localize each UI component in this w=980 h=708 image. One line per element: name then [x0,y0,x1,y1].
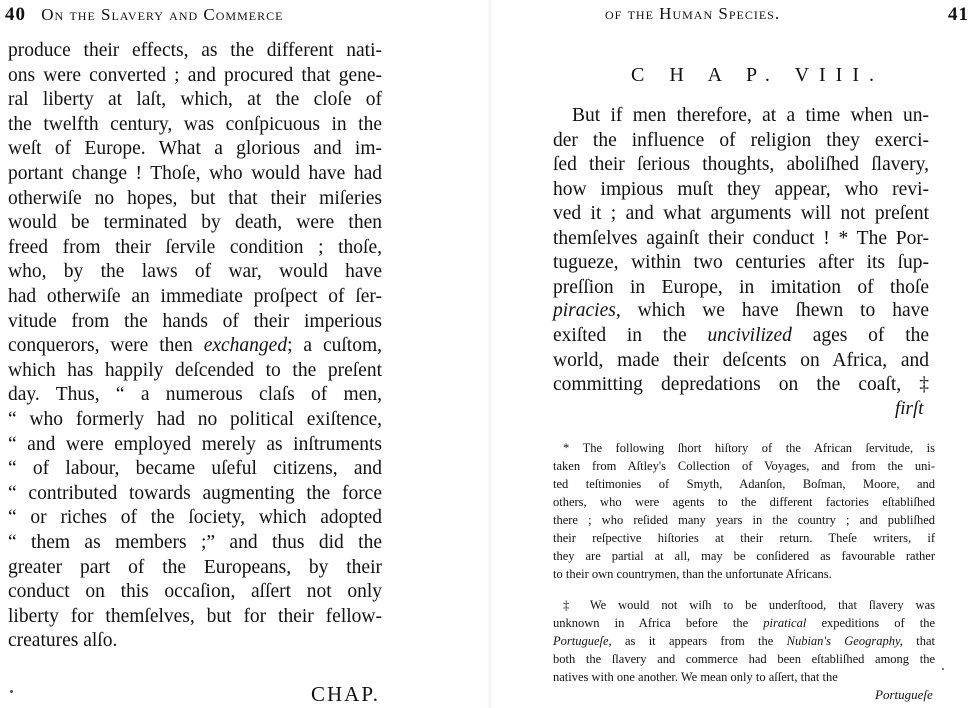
body-line: produce their effects, as the different nati- [8,40,382,61]
italic-piratical: piratical [763,616,807,630]
line-text: that [916,634,936,648]
left-running-head: On the Slavery and Commerce [41,5,284,24]
body-line [553,300,929,322]
italic-portuguese: Portugueſe, [553,634,612,648]
right-catchword: firſt [895,398,924,419]
italic-nubian-geography: Nubian's Geography, [786,634,903,648]
italic-uncivilized: uncivilized [707,325,792,346]
body-line: But if men therefore, at a time when un- [572,105,929,126]
line-text: ; a cuſtom, [287,335,382,357]
footnote-line: taken from Aſtley's Collection of Voyages, and from the uni- [553,459,935,473]
print-speck [10,690,13,693]
italic-piracies: piracies, [553,300,621,321]
body-line: “ and were employed merely as inſtruments [8,433,382,455]
body-line: had otherwiſe an immediate proſpect of ſer- [8,286,382,307]
body-line: vitude from the hands of their imperious [8,310,382,332]
left-running-header [5,4,283,26]
footnote-line: * The following ſhort hiſtory of the African ſervitude, is [563,441,935,455]
body-line: freed from their ſervile condition ; thoſe, [8,236,382,258]
body-line: committing depredations on the coaſt, ‡ [553,374,929,395]
footnote-line: others, who were agents to the different factories eſtabliſhed [553,495,935,509]
line-text: which we have ſhewn to have [637,300,930,321]
body-line: themſelves againſt their conduct ! * The Por- [553,227,929,249]
body-line: preſſion in Europe, in imitation of thoſe [553,276,929,298]
body-line: “ contributed towards augmenting the force [8,482,382,504]
body-line: world, made their deſcents on Africa, and [553,350,929,371]
body-line: greater part of the Europeans, by their [8,556,382,578]
line-text: conquerors, were then [8,335,193,357]
body-line [553,325,929,347]
line-text: ages of the [812,325,930,346]
body-line: how impious muſt they appear, who revi- [553,178,929,200]
right-running-header [605,4,969,25]
right-page [490,0,980,708]
footnote-line: there ; who reſided many years in the country ; and publiſhed [553,513,935,527]
footnote-line: to their own countrymen, than the unfortunate Africans. [553,567,832,581]
left-catchword: CHAP. [311,682,380,706]
body-line: ſed their ſerious thoughts, aboliſhed ſlavery, [553,154,929,175]
body-line: otherwiſe no hopes, but that their miſeries [8,187,382,209]
right-running-head: of the Human Species. [605,4,781,23]
footnote-line: they are partial at all, may be conſidered as favourable rather [553,549,935,563]
footnote-line: natives with one another. We mean only to aſſert, that the [553,670,838,684]
body-line: creatures alſo. [8,630,118,652]
body-line: “ of labour, became uſeful citizens, and [8,458,382,480]
body-line: der the influence of religion they exerci- [553,129,929,151]
footnote-line: their reſpective hiſtories at their return. Theſe writers, if [553,531,935,545]
body-line [8,335,382,357]
body-line: “ who formerly had no political exiſtence, [8,409,382,430]
line-text: exiſted in the [553,325,687,346]
body-line: weſt of Europe. What a glorious and im- [8,138,382,160]
footnote-catchword: Portugueſe [875,687,933,702]
body-line: portant change ! Thoſe, who would have had [8,163,382,184]
body-line: ral liberty at laſt, which, at the cloſe of [8,89,382,111]
body-line: “ them as members ;” and thus did the [8,532,382,553]
body-line: tugueze, within two centuries after its ſup- [553,252,929,273]
body-line: which has happily deſcended to the preſent [8,359,382,381]
footnote-line [553,634,935,649]
footnote-line: both the ſlavery and commerce had been eſtabliſhed among the [553,652,935,666]
body-line: day. Thus, “ a numerous claſs of men, [8,384,382,406]
body-line: who, by the laws of war, would have [8,261,382,283]
chapter-heading: C H A P. VIII. [631,64,884,86]
body-line: conduct on this occaſion, aſſert not only [8,581,382,603]
body-line: would be terminated by death, were then [8,212,382,234]
footnote-line: ted teſtimonies of Smyth, Adanſon, Boſman, Moore, and [553,477,935,491]
line-text: unknown in Africa before the [553,616,749,630]
print-speck [942,668,944,670]
italic-exchanged: exchanged [203,335,288,357]
footnote-line [553,616,935,631]
body-line: the twelfth century, was conſpicuous in the [8,113,382,135]
left-page-number: 40 [5,4,26,25]
footnote-line: ‡ We would not wiſh to be underſtood, that ſlavery was [563,598,935,612]
body-line: “ or riches of the ſociety, which adopted [8,507,382,529]
right-page-number: 41 [948,4,969,25]
line-text: expeditions of the [821,616,935,630]
body-line: ved it ; and what arguments will not preſent [553,203,929,224]
body-line: liberty for themſelves, but for their fellow- [8,605,382,627]
line-text: as it appears from the [624,634,774,648]
body-line: ons were converted ; and procured that gene- [8,64,382,86]
